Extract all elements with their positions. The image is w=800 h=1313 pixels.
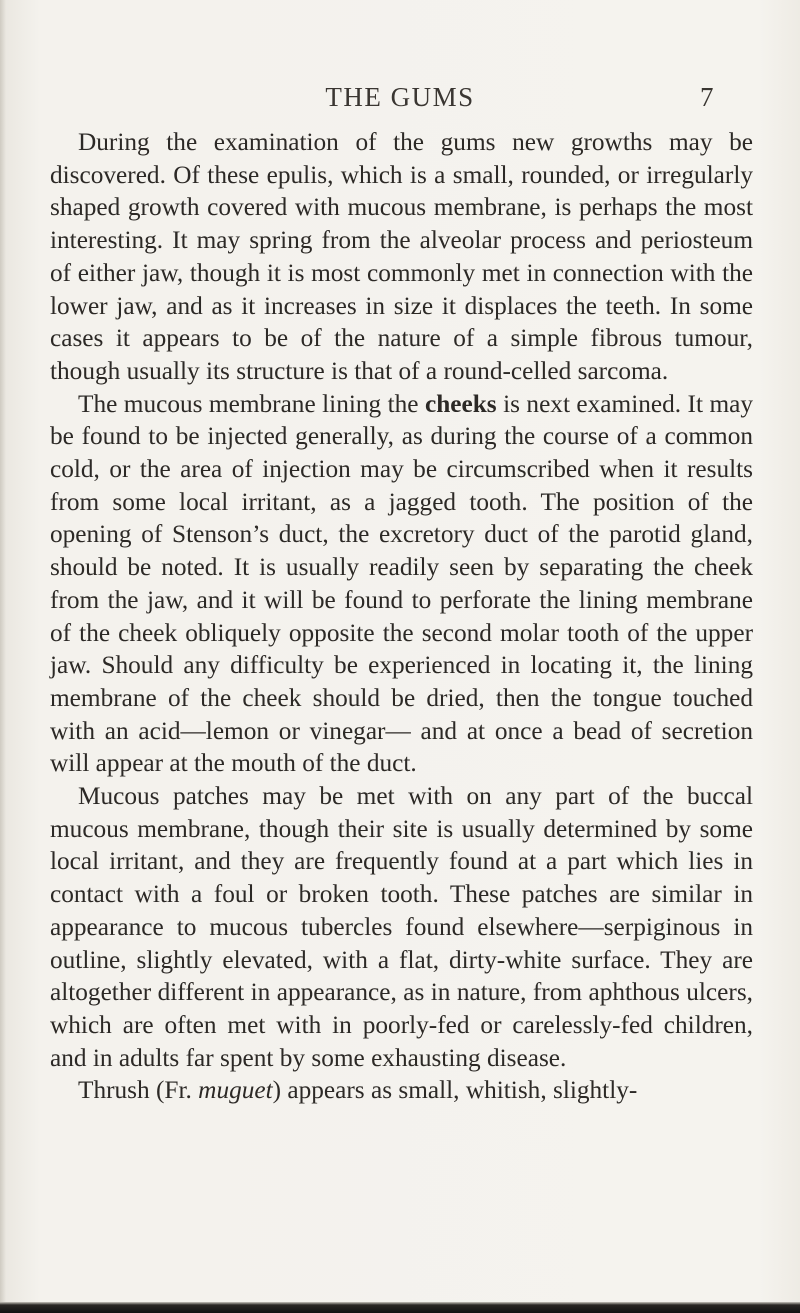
- paragraph-epulis: [50, 126, 753, 388]
- text-run: During the examination of the gums new growths may be discovered. Of these epulis, which is a small, rounded, or irregularly shaped growth covered with mucous membrane, is perhaps the most interesting. It may spring from the alveolar process and periosteum of either jaw, though it is most commonly met in connection with the lower jaw, and as it increases in size it displaces the teeth. In some cases it appears to be of the nature of a simple fibrous tumour, though usually its structure is that of a round-celled sarcoma.: [50, 128, 753, 385]
- page-number: 7: [700, 82, 714, 112]
- bold-term: cheeks: [424, 389, 497, 418]
- text-run: ) appears as small, whitish, slightly-: [272, 1076, 638, 1105]
- text-run: is next examined. It may be found to be injected generally, as during the course of a common cold, or the area of injection may be circumscribed when it results from some local irritant, as a jagged tooth. The position of the opening of Stenson’s duct, the excretory duct of the parotid gland, should be noted. It is usually readily seen by separating the cheek from the jaw, and it will be found to perforate the lining membrane of the cheek obliquely opposite the second molar tooth of the upper jaw. Should any difficulty be experienced in locating it, the lining membrane of the cheek should be dried, then the tongue touched with an acid—lemon or vinegar— and at once a bead of secretion will appear at the mouth of the duct.: [50, 389, 754, 778]
- paragraph-cheeks: [50, 388, 753, 780]
- page-header: [0, 82, 800, 122]
- text-run: Thrush (Fr.: [78, 1076, 199, 1105]
- paragraph-thrush: [50, 1074, 753, 1107]
- page-bottom-edge: [0, 1302, 800, 1313]
- paragraph-mucous-patches: [50, 780, 753, 1074]
- text-run: The mucous membrane lining the: [78, 389, 425, 418]
- italic-term: muguet: [198, 1076, 273, 1105]
- body-text: [50, 126, 753, 1107]
- text-run: Mucous patches may be met with on any part of the buccal mucous membrane, though their site is usually determined by some local irritant, and they are frequently found at a part which lies in contact with a foul or broken tooth. These patches are similar in appearance to mucous tubercles found elsewhere—serpiginous in outline, slightly elevated, with a flat, dirty-white surface. They are altogether different in appearance, as in nature, from aphthous ulcers, which are often met with in poorly-fed or carelessly-fed children, and in adults far spent by some exhausting disease.: [50, 782, 753, 1072]
- page-edge-shadow: [0, 0, 6, 1313]
- running-head: THE GUMS: [325, 82, 475, 112]
